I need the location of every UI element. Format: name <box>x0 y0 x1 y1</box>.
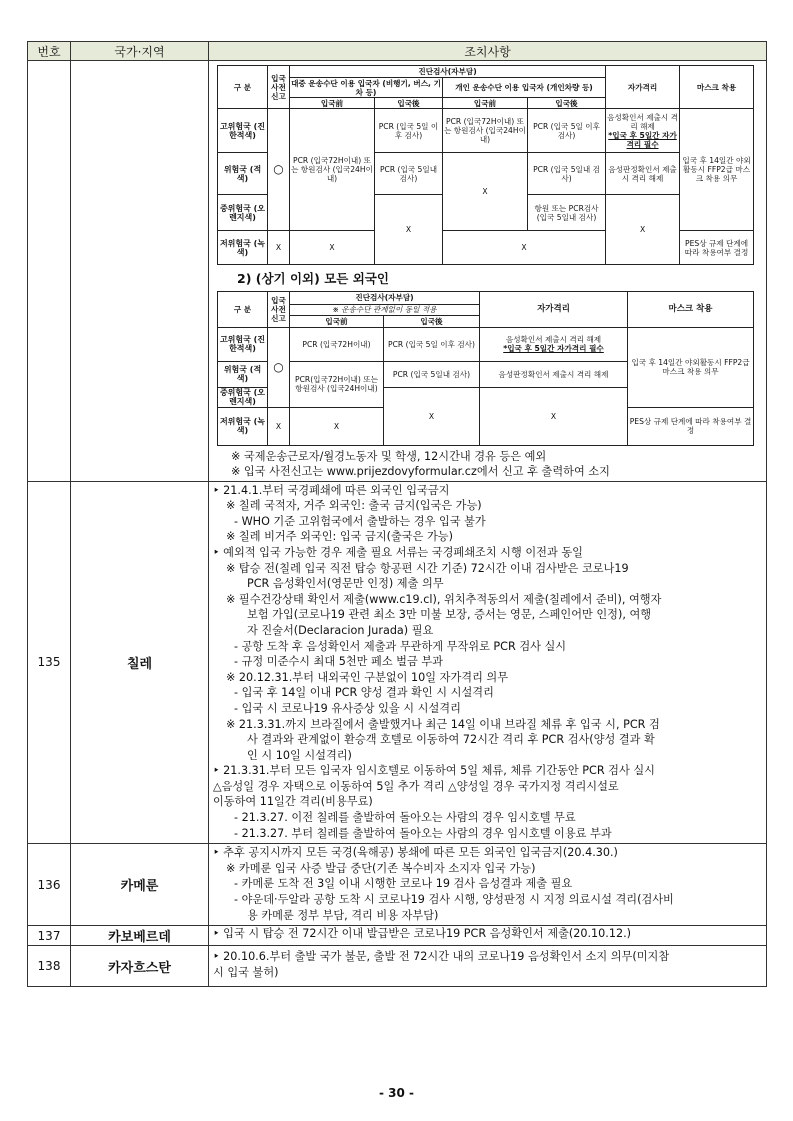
t1-row-high: 고위험국 (진한적색) <box>218 109 268 153</box>
row-content <box>209 481 767 844</box>
measure-line: △음성일 경우 자택으로 이동하여 5일 추가 격리 △양성일 경우 국가지정 격리시설로 <box>213 779 619 793</box>
measure-line: - 공항 도착 후 음성확인서 제출과 무관하게 무작위로 PCR 검사 실시 <box>234 639 567 653</box>
table1 <box>217 65 754 265</box>
t1-private-before-x: X <box>443 153 528 231</box>
measure-line: 자 진술서(Declaracion Jurada) 필요 <box>247 623 434 637</box>
t1-private-before-high: PCR (입국72H이내) 또는 항원검사 (입국24H이내) <box>443 109 528 153</box>
t2-before-x: X <box>290 407 384 445</box>
t1-row-low: 저위험국 (녹색) <box>218 231 268 265</box>
measure-line: - 21.3.27. 부터 칠레를 출발하여 돌아오는 사람의 경우 임시호텔 이용료 부과 <box>234 826 612 840</box>
t2-before-risk: PCR(입국72H이내) 또는 항원검사 (입국24H이내) <box>290 361 384 407</box>
t2-after-high: PCR (입국 5일 이후 검사) <box>384 327 480 361</box>
t1-h-mass-after: 입국後 <box>375 98 443 109</box>
t2-mask-high: 입국 후 14일간 야외활동시 FFP2급 마스크 착용 의무 <box>628 327 754 407</box>
t2-row-high: 고위험국 (진한적색) <box>218 327 268 361</box>
row-number: 136 <box>28 844 71 926</box>
measure-line: - WHO 기준 고위험국에서 출발하는 경우 입국 불가 <box>234 514 486 528</box>
t2-h-after: 입국後 <box>384 315 480 327</box>
measure-line: - 규정 미준수시 최대 5천만 페소 벌금 부과 <box>234 655 443 669</box>
row-number: 138 <box>28 946 71 987</box>
measure-line: ※ 필수건강상태 확인서 제출(www.c19.cl), 위치추적동의서 제출(칠레에서 준비), 여행자 <box>226 592 662 606</box>
row-content <box>209 946 767 987</box>
measure-line: 인 시 10일 시설격리) <box>247 748 352 762</box>
t1-quar-risk: 음성판정확인서 제출시 격리 해제 <box>606 153 680 195</box>
measure-line: ※ 탑승 전(칠레 입국 직전 탑승 항공편 시간 기준) 72시간 이내 검사받은 코로나19 <box>226 561 629 575</box>
row-number: 137 <box>28 926 71 946</box>
measure-line: ※ 카메룬 입국 사증 발급 중단(기존 복수비자 소지자 입국 가능) <box>226 861 536 875</box>
header-measures: 조치사항 <box>209 42 767 61</box>
measure-line: 용 카메룬 정부 부담, 격리 비용 자부담) <box>247 908 439 922</box>
note-prereport: ※ 입국 사전신고는 www.prijezdovyformular.cz에서 신고 후 출력하여 소지 <box>231 464 610 478</box>
measure-line: ※ 칠레 국적자, 거주 외국인: 출국 금지(입국은 가능) <box>226 499 482 513</box>
t1-prereport-circle: ○ <box>268 109 290 231</box>
measure-line: ‣ 21.4.1.부터 국경폐쇄에 따른 외국인 입국금지 <box>213 483 450 497</box>
t2-row-risk: 위험국 (적색) <box>218 361 268 387</box>
t1-mass-before-x: X <box>290 231 375 265</box>
t1-h-mass-before: 입국前 <box>290 98 375 109</box>
measure-line: 보험 가입(코로나19 관련 최소 3만 미불 보장, 증서는 영문, 스페인어만 인정), 여행 <box>247 608 652 622</box>
row-number: 135 <box>28 481 71 844</box>
t2-prereport-x: X <box>268 407 290 445</box>
section2-title: 2) (상기 이외) 모든 외국인 <box>237 271 389 286</box>
t2-h-category: 구 분 <box>218 291 268 327</box>
t1-private-after-mid: 항원 또는 PCR검사 (입국 5일내 검사) <box>528 195 606 231</box>
measure-line: 이동하여 11일간 격리(비용무료) <box>213 795 373 809</box>
t2-prereport-circle: ○ <box>268 327 290 407</box>
t1-row-risk: 위험국 (적색) <box>218 153 268 195</box>
t1-private-low-x: X <box>443 231 606 265</box>
t2-mask-low: PES상 규제 단계에 따라 착용여부 결정 <box>628 407 754 445</box>
t1-quar-x: X <box>606 195 680 265</box>
t1-h-private-before: 입국前 <box>443 98 528 109</box>
t1-mass-after-x: X <box>375 195 443 265</box>
t2-after-risk: PCR (입국 5일내 검사) <box>384 361 480 387</box>
t1-mass-before: PCR (입국72H이내) 또는 항원검사 (입국24H이내) <box>290 109 375 231</box>
t2-h-prereport: 입국 사전 신고 <box>268 291 290 327</box>
t2-row-low: 저위험국 (녹색) <box>218 407 268 445</box>
t1-private-after-high: PCR (입국 5일 이후 검사) <box>528 109 606 153</box>
t1-h-private: 개인 운송수단 이용 입국자 (개인차량 등) <box>443 78 606 98</box>
row-content <box>209 844 767 926</box>
t2-quar-risk: 음성판정확인서 제출시 격리 해제 <box>480 361 628 387</box>
measure-line: ※ 20.12.31.부터 내외국인 구분없이 10일 자가격리 의무 <box>226 670 509 684</box>
t1-row-mid: 중위험국 (오렌지색) <box>218 195 268 231</box>
row-content <box>209 926 767 946</box>
measure-line: ※ 칠레 비거주 외국인: 입국 금지(출국은 가능) <box>226 530 453 544</box>
t2-h-mask: 마스크 착용 <box>628 291 754 327</box>
t1-quar-high-1: 음성확인서 제출시 격리 해제 <box>607 112 678 131</box>
t2-h-quarantine: 자가격리 <box>480 291 628 327</box>
continuation-content <box>209 61 767 482</box>
continuation-row <box>28 61 767 482</box>
header-row <box>28 42 767 61</box>
row-country: 카메룬 <box>71 844 209 926</box>
note-exceptions: ※ 국제운송근로자/월경노동자 및 학생, 12시간내 경유 등은 예외 <box>231 449 547 463</box>
country-row-136 <box>28 844 767 926</box>
measure-line: - 야운데·두알라 공항 도착 시 코로나19 검사 시행, 양성판정 시 지정 의료시설 격리(검사비 <box>234 893 674 907</box>
measure-line: - 입국 후 14일 이내 PCR 양성 결과 확인 시 시설격리 <box>234 686 494 700</box>
measure-line: PCR 음성확인서(영문만 인정) 제출 의무 <box>247 577 444 591</box>
country-row-138 <box>28 946 767 987</box>
t2-row-mid: 중위험국 (오렌지색) <box>218 387 268 407</box>
measure-line: ‣ 예외적 입국 가능한 경우 제출 필요 서류는 국경폐쇄조치 시행 이전과 동일 <box>213 545 583 559</box>
t1-prereport-x: X <box>268 231 290 265</box>
t1-h-quarantine: 자가격리 <box>606 66 680 109</box>
t1-h-private-after: 입국後 <box>528 98 606 109</box>
table2 <box>217 291 754 446</box>
measure-line: - 21.3.27. 이전 칠레를 출발하여 돌아오는 사람의 경우 임시호텔 무료 <box>234 811 576 825</box>
t2-quar-high-2: *입국 후 5일간 자가격리 필수 <box>503 344 604 354</box>
t1-quar-high-2: *입국 후 5일간 자가격리 필수 <box>608 130 677 149</box>
t2-before-high: PCR (입국72H이내) <box>290 327 384 361</box>
measure-line: 시 입국 불허) <box>213 965 279 979</box>
t1-h-test: 진단검사(자부담) <box>290 66 606 78</box>
t2-h-before: 입국前 <box>290 315 384 327</box>
t1-mass-after-risk: PCR (입국 5일내 검사) <box>375 153 443 195</box>
row-country: 카보베르데 <box>71 926 209 946</box>
measure-line: - 카메룬 도착 전 3일 이내 시행한 코로나 19 검사 음성결과 제출 필요 <box>234 877 573 891</box>
measure-line: 사 결과와 관계없이 환승객 호텔로 이동하여 72시간 격리 후 PCR 검사(양성 결과 확 <box>247 733 655 747</box>
measure-line: - 입국 시 코로나19 유사증상 있을 시 시설격리 <box>234 701 461 715</box>
t2-quar-high-1: 음성확인서 제출시 격리 해제 <box>505 335 602 345</box>
t2-h-test: 진단검사(자부담) <box>290 291 480 304</box>
country-row-135 <box>28 481 767 844</box>
row-country: 칠레 <box>71 481 209 844</box>
t1-private-after-risk: PCR (입국 5일내 검사) <box>528 153 606 195</box>
header-num: 번호 <box>28 42 71 61</box>
page-number: - 30 - <box>378 1086 414 1100</box>
measures-table <box>27 41 767 987</box>
t1-mass-after-high: PCR (입국 5일 이후 검사) <box>375 109 443 153</box>
t1-h-mass: 대중 운송수단 이용 입국자 (비행기, 버스, 기차 등) <box>291 78 441 97</box>
measure-line: ‣ 추후 공지시까지 모든 국경(육해공) 봉쇄에 따른 모든 외국인 입국금지(20.4.30.) <box>213 846 618 860</box>
country-row-137 <box>28 926 767 946</box>
t2-quar-x: X <box>480 387 628 445</box>
measure-line: ‣ 20.10.6.부터 출발 국가 불문, 출발 전 72시간 내의 코로나19 음성확인서 소지 의무(미지참 <box>213 950 670 964</box>
header-country: 국가·지역 <box>71 42 209 61</box>
t2-quar-high <box>480 327 628 361</box>
t2-after-x: X <box>384 387 480 445</box>
t1-mask-high: 입국 후 14일간 야외활동시 FFP2급 마스크 착용 의무 <box>680 109 754 231</box>
t1-h-category: 구 분 <box>218 66 268 109</box>
t1-mask-low: PES상 규제 단계에 따라 착용여부 결정 <box>680 231 754 265</box>
measure-line: ※ 21.3.31.까지 브라질에서 출발했거나 최근 14일 이내 브라질 체류 후 입국 시, PCR 검 <box>226 717 660 731</box>
measure-line: ‣ 입국 시 탑승 전 72시간 이내 발급받은 코로나19 PCR 음성확인서 제출(20.10.12.) <box>213 927 631 941</box>
measure-line: ‣ 21.3.31.부터 모든 입국자 임시호텔로 이동하여 5일 체류, 체류 기간동안 PCR 검사 실시 <box>213 764 655 778</box>
t2-h-test-note: ※ 운송수단 관계없이 동일 적용 <box>290 304 480 315</box>
row-country: 카자흐스탄 <box>71 946 209 987</box>
t1-h-prereport: 입국 사전 신고 <box>268 66 290 109</box>
t1-h-mask: 마스크 착용 <box>680 66 754 109</box>
t1-quar-high <box>606 109 680 153</box>
